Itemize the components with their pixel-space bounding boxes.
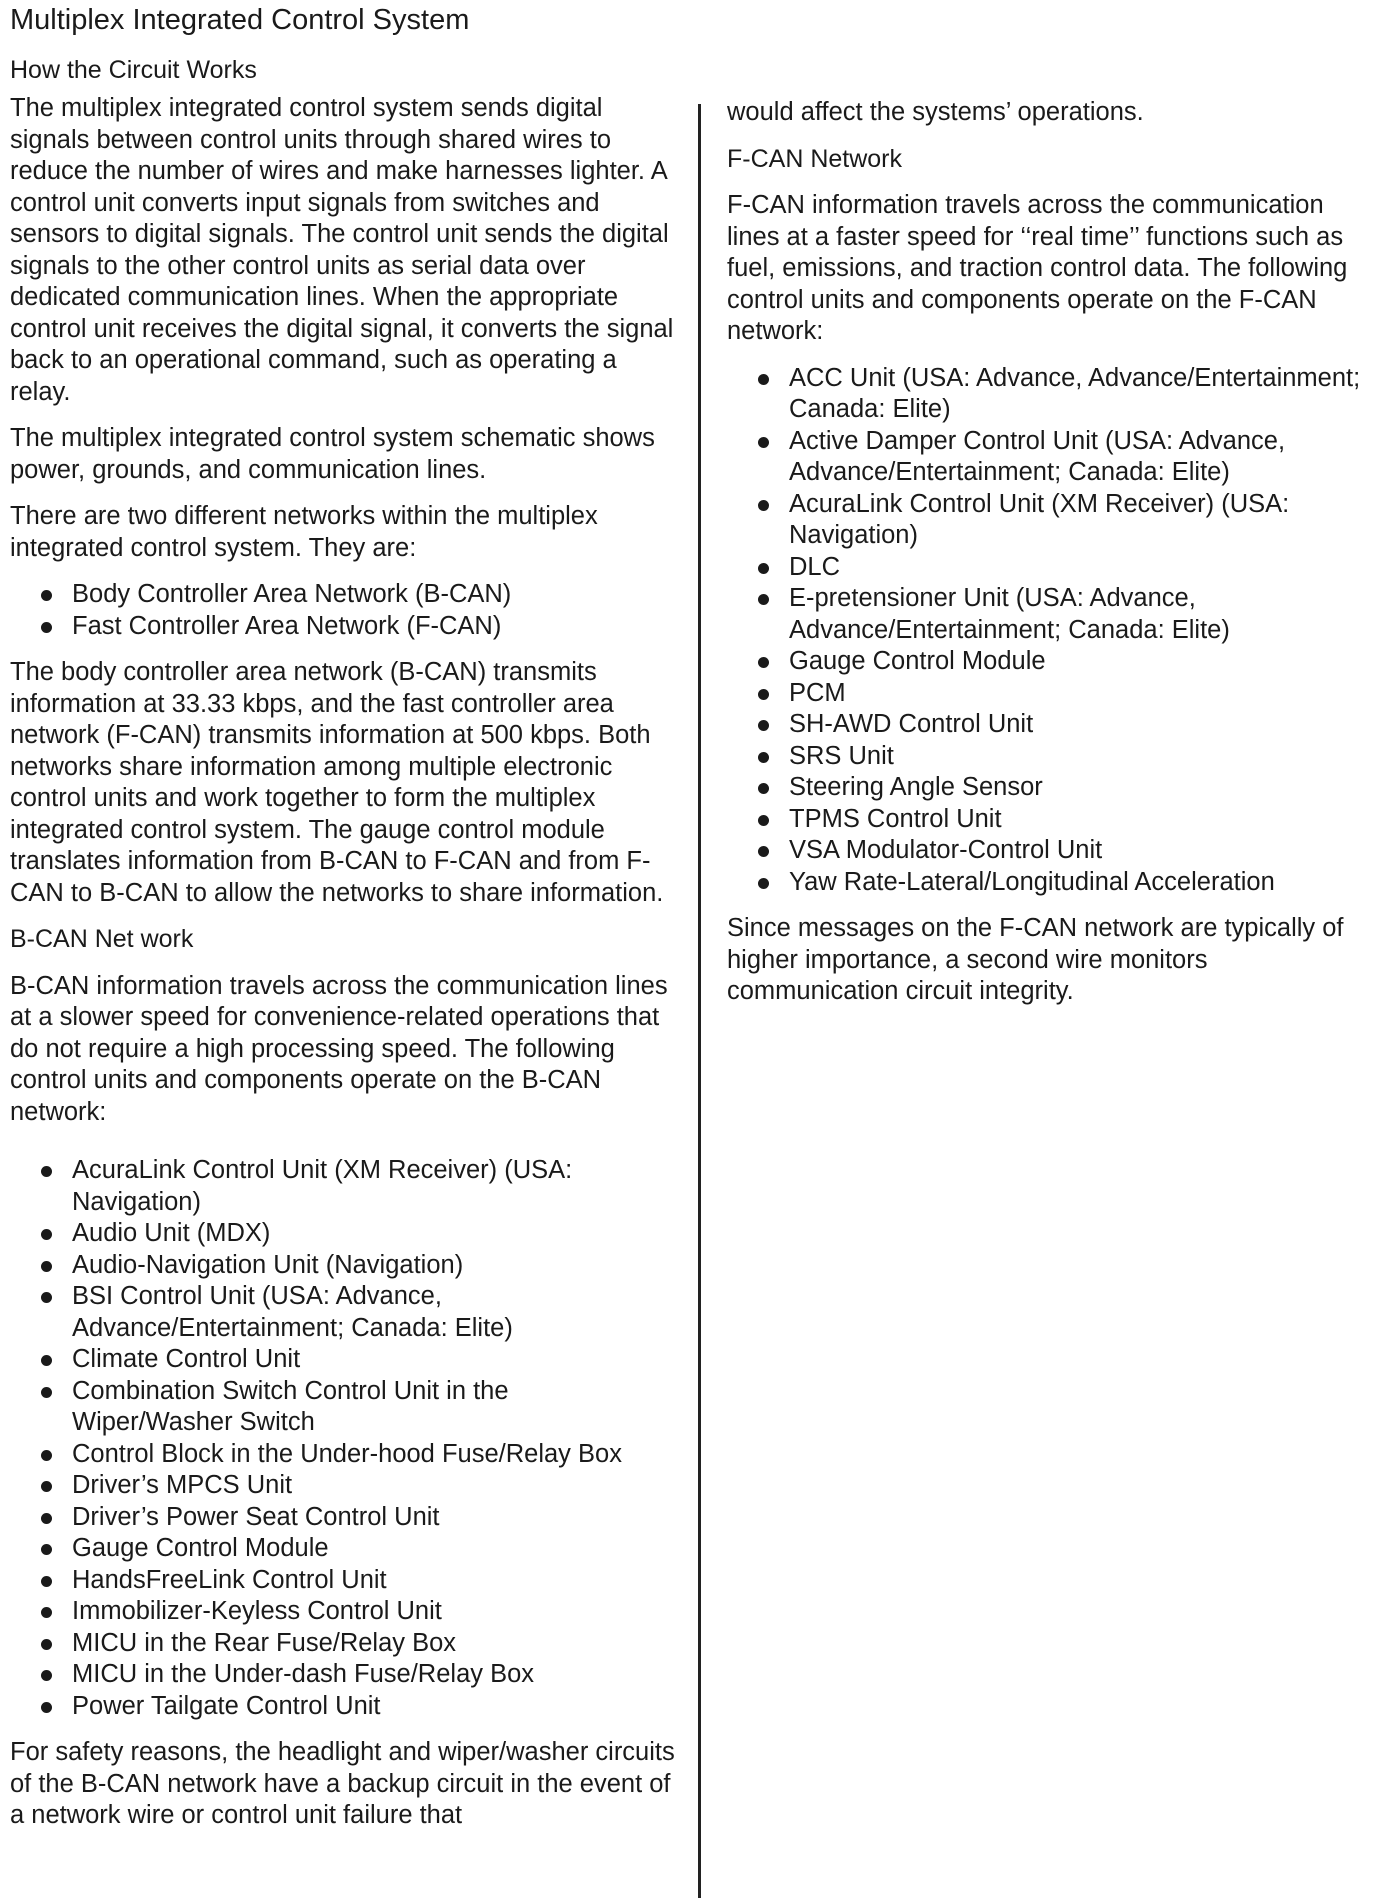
bullet-icon [41, 590, 52, 601]
networks-intro-paragraph: There are two different networks within the multiplex integrated control system. They are: [10, 502, 598, 562]
list-item: SRS Unit [727, 741, 1382, 773]
right-column [727, 97, 1382, 1023]
bcan-list [10, 1155, 675, 1722]
list-item: HandsFreeLink Control Unit [10, 1565, 675, 1597]
list-item: Fast Controller Area Network (F-CAN) [10, 611, 675, 643]
list-item: Active Damper Control Unit (USA: Advance, Advance/Entertainment; Canada: Elite) [727, 426, 1382, 489]
column-divider [698, 104, 701, 1898]
bullet-icon [41, 622, 52, 633]
bullet-icon [41, 1607, 52, 1618]
bullet-icon [758, 689, 769, 700]
list-item: Body Controller Area Network (B-CAN) [10, 579, 675, 611]
bullet-icon [41, 1576, 52, 1587]
networks-list [10, 579, 675, 642]
bullet-icon [758, 815, 769, 826]
list-item: E-pretensioner Unit (USA: Advance, Advance/Entertainment; Canada: Elite) [727, 583, 1382, 646]
bullet-icon [41, 1229, 52, 1240]
schematic-paragraph: The multiplex integrated control system schematic shows power, grounds, and communication lines. [10, 424, 655, 484]
bullet-icon [41, 1544, 52, 1555]
bullet-icon [41, 1387, 52, 1398]
intro-paragraph: The multiplex integrated control system sends digital signals between control units through shared wires to reduce the number of wires and make harnesses lighter. A control unit converts input signals from switches and sensors to digital signals. The control unit sends the digital signals to the other control units as serial data over dedicated communication lines. When the appropriate control unit receives the digital signal, it converts the signal back to an operational command, such as operating a relay. [10, 94, 674, 406]
bullet-icon [758, 374, 769, 385]
list-item: Combination Switch Control Unit in the Wiper/Washer Switch [10, 1376, 675, 1439]
bullet-icon [41, 1513, 52, 1524]
fcan-list [727, 363, 1382, 899]
bullet-icon [758, 783, 769, 794]
bullet-icon [758, 594, 769, 605]
bullet-icon [41, 1292, 52, 1303]
list-item: MICU in the Rear Fuse/Relay Box [10, 1628, 675, 1660]
list-item: TPMS Control Unit [727, 804, 1382, 836]
bullet-icon [41, 1639, 52, 1650]
left-column [10, 93, 675, 1847]
list-item: Audio-Navigation Unit (Navigation) [10, 1250, 675, 1282]
bullet-icon [41, 1670, 52, 1681]
list-item: PCM [727, 678, 1382, 710]
fcan-heading: F-CAN Network [727, 144, 903, 173]
bullet-icon [758, 437, 769, 448]
list-item: DLC [727, 552, 1382, 584]
list-item: Immobilizer-Keyless Control Unit [10, 1596, 675, 1628]
continuation-text: would affect the systems’ operations. [727, 98, 1144, 126]
closing-paragraph: Since messages on the F-CAN network are typically of higher importance, a second wire monitors communication circuit integrity. [727, 914, 1344, 1005]
list-item: SH-AWD Control Unit [727, 709, 1382, 741]
list-item: AcuraLink Control Unit (XM Receiver) (USA: Navigation) [10, 1155, 675, 1218]
page-title: Multiplex Integrated Control System [10, 4, 470, 36]
list-item: Control Block in the Under-hood Fuse/Relay Box [10, 1439, 675, 1471]
list-item: Climate Control Unit [10, 1344, 675, 1376]
list-item: VSA Modulator-Control Unit [727, 835, 1382, 867]
bcan-heading: B-CAN Net work [10, 925, 194, 953]
bullet-icon [41, 1355, 52, 1366]
bullet-icon [758, 563, 769, 574]
bullet-icon [41, 1481, 52, 1492]
bullet-icon [758, 752, 769, 763]
bullet-icon [758, 878, 769, 889]
list-item: Yaw Rate-Lateral/Longitudinal Acceleration [727, 867, 1382, 899]
list-item: Gauge Control Module [10, 1533, 675, 1565]
list-item: Driver’s MPCS Unit [10, 1470, 675, 1502]
list-item: Driver’s Power Seat Control Unit [10, 1502, 675, 1534]
list-item: Audio Unit (MDX) [10, 1218, 675, 1250]
list-item: ACC Unit (USA: Advance, Advance/Entertainment; Canada: Elite) [727, 363, 1382, 426]
list-item: Power Tailgate Control Unit [10, 1691, 675, 1723]
list-item: MICU in the Under-dash Fuse/Relay Box [10, 1659, 675, 1691]
section-heading: How the Circuit Works [10, 56, 257, 84]
list-item: AcuraLink Control Unit (XM Receiver) (USA: Navigation) [727, 489, 1382, 552]
bullet-icon [758, 720, 769, 731]
list-item: BSI Control Unit (USA: Advance, Advance/Entertainment; Canada: Elite) [10, 1281, 675, 1344]
bullet-icon [758, 500, 769, 511]
list-item: Steering Angle Sensor [727, 772, 1382, 804]
list-item: Gauge Control Module [727, 646, 1382, 678]
bullet-icon [41, 1261, 52, 1272]
bullet-icon [758, 657, 769, 668]
fcan-intro-paragraph: F-CAN information travels across the communication lines at a faster speed for ‘‘real time’’ functions such as fuel, emissions, and traction control data. The following control units and components operate on the F-CAN network: [727, 191, 1348, 345]
bcan-intro-paragraph: B-CAN information travels across the communication lines at a slower speed for convenience-related operations that do not require a high processing speed. The following control units and components operate on the B-CAN network: [10, 971, 668, 1126]
bullet-icon [758, 846, 769, 857]
safety-paragraph: For safety reasons, the headlight and wiper/washer circuits of the B-CAN network have a backup circuit in the event of a network wire or control unit failure that [10, 1738, 675, 1829]
speed-paragraph: The body controller area network (B-CAN) transmits information at 33.33 kbps, and the fast controller area network (F-CAN) transmits information at 500 kbps. Both networks share information among multiple electronic control units and work together to form the multiplex integrated control system. The gauge control module translates information from B-CAN to F-CAN and from F-CAN to B-CAN to allow the networks to share information. [10, 658, 664, 907]
bullet-icon [41, 1166, 52, 1177]
bullet-icon [41, 1450, 52, 1461]
bullet-icon [41, 1702, 52, 1713]
